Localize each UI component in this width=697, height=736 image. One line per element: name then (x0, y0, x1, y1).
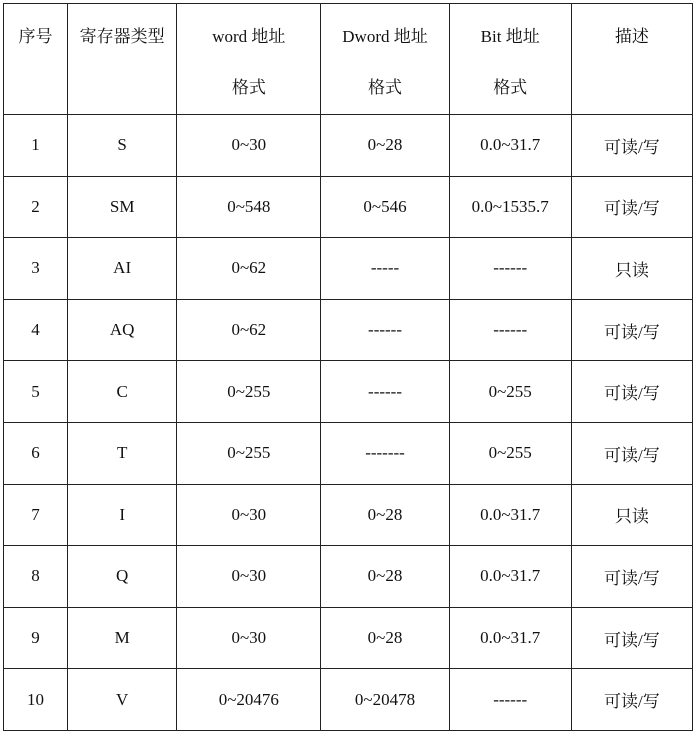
cell-type: M (68, 607, 177, 669)
header-bit-sublabel: 格式 (493, 78, 528, 97)
cell-bit: 0.0~1535.7 (449, 176, 571, 238)
header-type-label: 寄存器类型 (79, 27, 165, 46)
header-cell-word (177, 4, 321, 115)
cell-word: 0~62 (177, 299, 321, 361)
cell-word: 0~30 (177, 546, 321, 608)
cell-dword: 0~20478 (321, 669, 449, 731)
cell-dword: 0~28 (321, 484, 449, 546)
cell-desc: 可读/写 (571, 361, 692, 423)
cell-dword: 0~28 (321, 115, 449, 177)
cell-desc: 可读/写 (571, 669, 692, 731)
cell-type: V (68, 669, 177, 731)
table-row (4, 238, 693, 300)
cell-type: SM (68, 176, 177, 238)
header-cell-bit (449, 4, 571, 115)
cell-bit: 0.0~31.7 (449, 115, 571, 177)
cell-no: 7 (4, 484, 68, 546)
cell-bit: 0~255 (449, 361, 571, 423)
cell-desc: 只读 (571, 238, 692, 300)
header-word-sublabel: 格式 (231, 78, 266, 97)
cell-word: 0~20476 (177, 669, 321, 731)
cell-desc: 可读/写 (571, 115, 692, 177)
cell-type: S (68, 115, 177, 177)
cell-word: 0~30 (177, 607, 321, 669)
header-cell-type (68, 4, 177, 115)
cell-desc: 可读/写 (571, 176, 692, 238)
table-row (4, 115, 693, 177)
table-row (4, 422, 693, 484)
cell-bit: 0.0~31.7 (449, 607, 571, 669)
cell-type: C (68, 361, 177, 423)
cell-no: 5 (4, 361, 68, 423)
table-row (4, 361, 693, 423)
cell-word: 0~548 (177, 176, 321, 238)
cell-type: AQ (68, 299, 177, 361)
table-row (4, 484, 693, 546)
cell-dword: ----- (321, 238, 449, 300)
cell-dword: ------ (321, 361, 449, 423)
cell-word: 0~255 (177, 361, 321, 423)
cell-no: 10 (4, 669, 68, 731)
header-dword-label: Dword 地址 (342, 27, 428, 46)
cell-no: 8 (4, 546, 68, 608)
cell-desc: 可读/写 (571, 607, 692, 669)
cell-word: 0~30 (177, 115, 321, 177)
cell-bit: 0.0~31.7 (449, 484, 571, 546)
cell-type: Q (68, 546, 177, 608)
table-body (4, 115, 693, 731)
table-row (4, 669, 693, 731)
cell-dword: ------ (321, 299, 449, 361)
cell-bit: ------ (449, 299, 571, 361)
table-row (4, 176, 693, 238)
cell-desc: 可读/写 (571, 299, 692, 361)
header-word-label: word 地址 (212, 27, 286, 46)
cell-dword: 0~546 (321, 176, 449, 238)
header-bit-label: Bit 地址 (480, 27, 540, 46)
cell-no: 9 (4, 607, 68, 669)
cell-type: I (68, 484, 177, 546)
cell-word: 0~255 (177, 422, 321, 484)
header-cell-no (4, 4, 68, 115)
header-no-label: 序号 (18, 27, 53, 46)
cell-bit: ------ (449, 238, 571, 300)
header-cell-dword (321, 4, 449, 115)
cell-no: 3 (4, 238, 68, 300)
header-desc-label: 描述 (614, 27, 649, 46)
cell-type: T (68, 422, 177, 484)
table-row (4, 299, 693, 361)
cell-desc: 可读/写 (571, 422, 692, 484)
cell-dword: 0~28 (321, 546, 449, 608)
cell-desc: 可读/写 (571, 546, 692, 608)
cell-word: 0~30 (177, 484, 321, 546)
cell-no: 4 (4, 299, 68, 361)
table-row (4, 546, 693, 608)
cell-word: 0~62 (177, 238, 321, 300)
table-row (4, 607, 693, 669)
register-address-table (3, 3, 693, 731)
header-cell-desc (571, 4, 692, 115)
cell-dword: ------- (321, 422, 449, 484)
table-header (4, 4, 693, 115)
cell-no: 2 (4, 176, 68, 238)
cell-no: 6 (4, 422, 68, 484)
cell-bit: 0.0~31.7 (449, 546, 571, 608)
cell-type: AI (68, 238, 177, 300)
cell-desc: 只读 (571, 484, 692, 546)
cell-bit: ------ (449, 669, 571, 731)
cell-no: 1 (4, 115, 68, 177)
cell-bit: 0~255 (449, 422, 571, 484)
header-dword-sublabel: 格式 (368, 78, 403, 97)
header-row (4, 4, 693, 115)
cell-dword: 0~28 (321, 607, 449, 669)
